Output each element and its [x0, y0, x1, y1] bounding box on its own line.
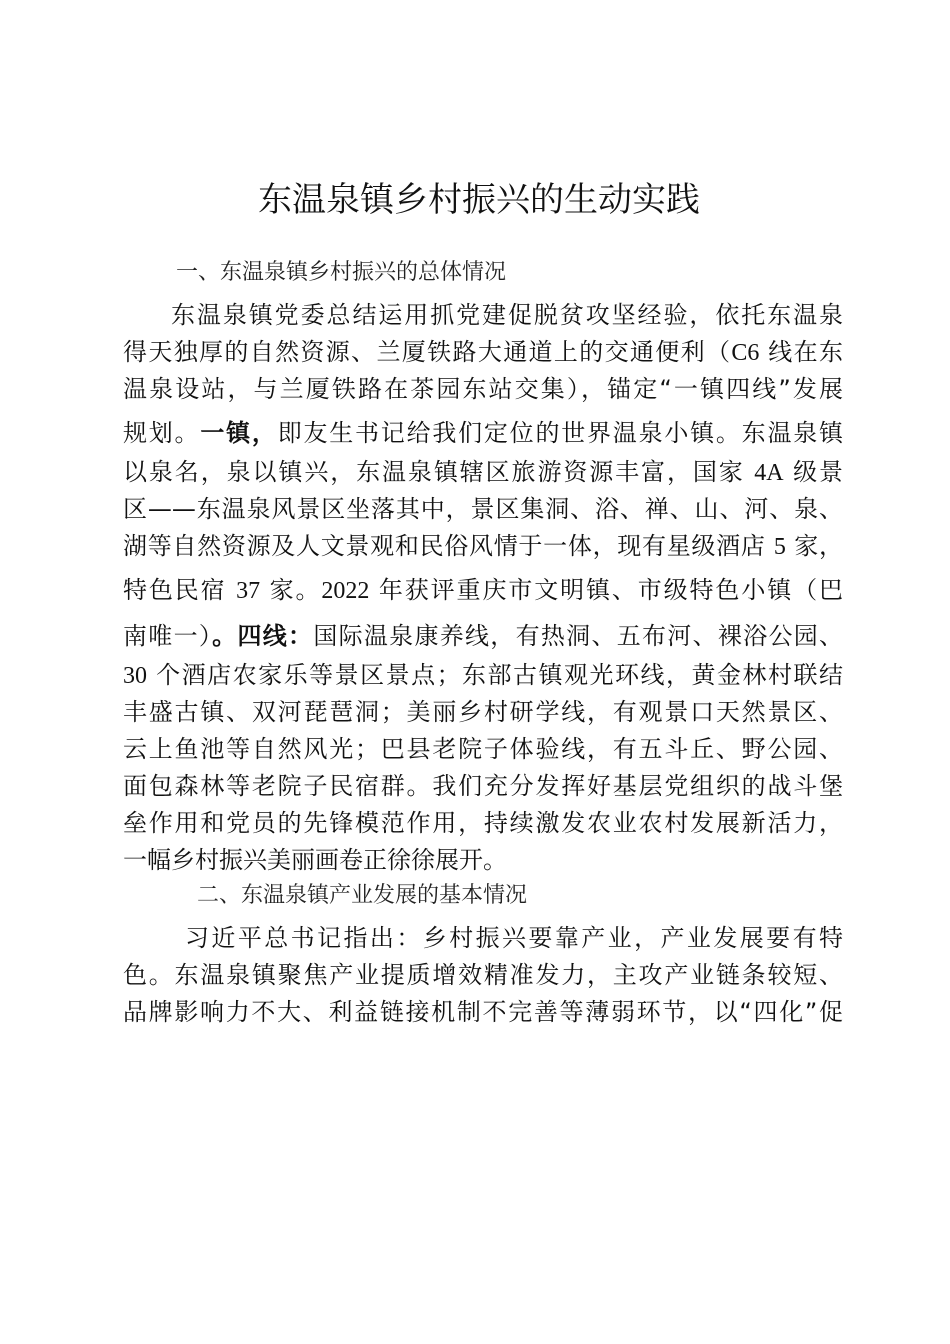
text-line: 湖等自然资源及人文景观和民俗风情于一体，现有星级酒店 5 家， [123, 532, 843, 560]
text-line: 丰盛古镇、双河琵琶洞；美丽乡村研学线，有观景口天然景区、 [123, 698, 843, 726]
text-line: 面包森林等老院子民宿群。我们充分发挥好基层党组织的战斗堡 [123, 772, 843, 800]
text-line: 南唯一）。四线：国际温泉康养线，有热洞、五布河、裸浴公园、 [123, 622, 844, 650]
text-line: 东温泉镇党委总结运用抓党建促脱贫攻坚经验，依托东温泉 [171, 301, 843, 329]
bold-term-sixian: 。四线： [212, 622, 314, 650]
text-line: 色。东温泉镇聚焦产业提质增效精准发力，主攻产业链条较短、 [123, 961, 843, 989]
text-line: 以泉名，泉以镇兴，东温泉镇辖区旅游资源丰富，国家 4A 级景 [123, 458, 843, 486]
text-line: 特色民宿 37 家。2022 年获评重庆市文明镇、市级特色小镇（巴 [123, 576, 843, 604]
section-heading-overview: 一、东温泉镇乡村振兴的总体情况 [176, 260, 507, 285]
text-line: 一幅乡村振兴美丽画卷正徐徐展开。 [123, 846, 507, 874]
section-heading-industry: 二、东温泉镇产业发展的基本情况 [197, 883, 528, 908]
paragraph-overview [123, 297, 843, 879]
text-line: 温泉设站，与兰厦铁路在茶园东站交集），锚定“一镇四线”发展 [123, 375, 843, 403]
text-line: 习近平总书记指出：乡村振兴要靠产业，产业发展要有特 [185, 924, 843, 952]
text-line: 垒作用和党员的先锋模范作用，持续激发农业农村发展新活力， [123, 809, 843, 837]
text-line: 云上鱼池等自然风光；巴县老院子体验线，有五斗丘、野公园、 [123, 735, 843, 763]
text-line: 规划。一镇，即友生书记给我们定位的世界温泉小镇。东温泉镇 [123, 419, 844, 447]
text-line: 品牌影响力不大、利益链接机制不完善等薄弱环节，以“四化”促 [123, 998, 843, 1026]
text-line: 区——东温泉风景区坐落其中，景区集洞、浴、禅、山、河、泉、 [123, 495, 843, 523]
page-title: 东温泉镇乡村振兴的生动实践 [258, 180, 700, 220]
text-line: 30 个酒店农家乐等景区景点；东部古镇观光环线，黄金林村联结 [123, 661, 843, 689]
bold-term-yizhen: 一镇， [200, 419, 278, 447]
text-line: 得天独厚的自然资源、兰厦铁路大通道上的交通便利（C6 线在东 [123, 338, 843, 366]
paragraph-industry [123, 920, 843, 1031]
